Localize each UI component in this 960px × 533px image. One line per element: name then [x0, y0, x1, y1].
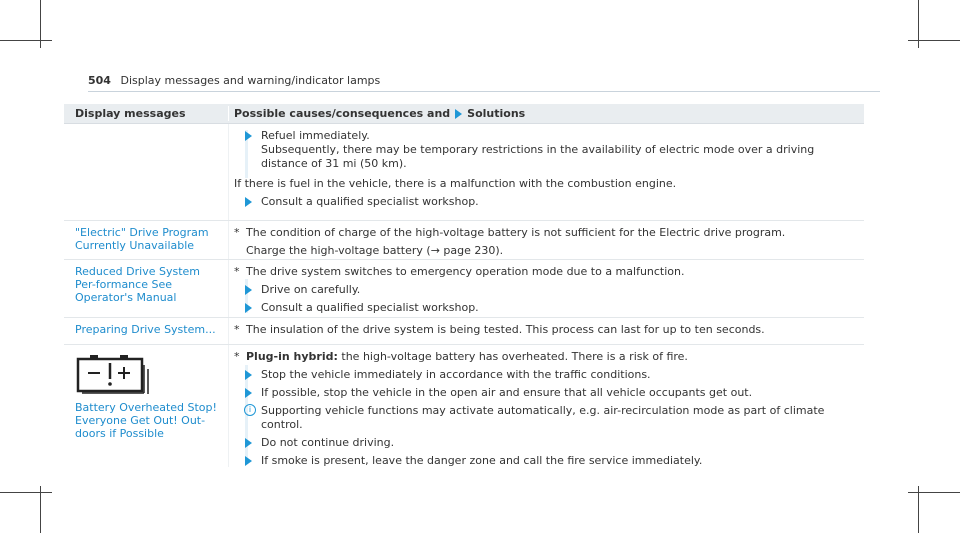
row-content [234, 265, 854, 319]
cause-text: The condition of charge of the high-voltage battery is not sufficient for the Electric drive program. [246, 226, 786, 239]
bullet-marker: * [234, 226, 240, 239]
step-text: Consult a qualified specialist workshop. [261, 301, 479, 314]
column-header-causes-text: Possible causes/consequences and [234, 107, 451, 120]
step-item [234, 283, 854, 297]
crop-mark [918, 486, 919, 533]
step-text: If possible, stop the vehicle in the open air and ensure that all vehicle occupants get out. [261, 386, 753, 399]
step-text: Stop the vehicle immediately in accordance with the traffic conditions. [261, 368, 651, 381]
step-item [234, 454, 854, 468]
triangle-right-icon [245, 370, 252, 380]
cause-item [234, 350, 854, 364]
row-separator [228, 221, 229, 259]
cause-continuation: Charge the high-voltage battery (→ page 230). [246, 244, 504, 257]
step-item [234, 129, 854, 171]
triangle-right-icon [245, 303, 252, 313]
cause-text: the high-voltage battery has overheated. There is a risk of fire. [341, 350, 688, 363]
display-message-label: Preparing Drive System... [75, 323, 216, 336]
page-header [88, 74, 380, 87]
row-content [234, 129, 854, 213]
crop-mark [908, 40, 960, 41]
header-separator [228, 106, 229, 121]
info-icon: i [244, 404, 256, 416]
column-header-solutions-text: Solutions [467, 107, 526, 120]
cause-text: The drive system switches to emergency operation mode due to a malfunction. [246, 265, 685, 278]
step-text: Do not continue driving. [261, 436, 395, 449]
row-separator [228, 345, 229, 467]
table-row [64, 124, 864, 221]
note-text: Supporting vehicle functions may activate automatically, e.g. air-recirculation mode as part of climate control. [261, 404, 825, 431]
bullet-marker: * [234, 323, 240, 336]
step-text: Consult a qualified specialist workshop. [261, 195, 479, 208]
step-item [234, 436, 854, 450]
crop-mark [0, 40, 52, 41]
battery-warning-icon [76, 353, 156, 395]
note-item [234, 404, 854, 432]
triangle-right-icon [455, 109, 462, 119]
triangle-right-icon [245, 131, 252, 141]
display-message-label: Battery Overheated Stop! Everyone Get Out! Out-doors if Possible [75, 401, 217, 440]
page-title: Display messages and warning/indicator lamps [120, 74, 381, 87]
bullet-marker: * [234, 350, 240, 363]
triangle-right-icon [245, 456, 252, 466]
triangle-right-icon [245, 388, 252, 398]
bullet-marker: * [234, 265, 240, 278]
cause-item [234, 265, 854, 279]
cause-label-bold: Plug-in hybrid: [246, 350, 338, 363]
page-number: 504 [88, 74, 111, 87]
row-separator [228, 260, 229, 317]
step-item [234, 301, 854, 315]
cause-item [234, 226, 854, 258]
messages-table [64, 104, 864, 467]
row-content [234, 226, 854, 262]
step-item [234, 195, 854, 209]
table-row [64, 260, 864, 318]
cause-item [234, 323, 854, 337]
row-separator [228, 124, 229, 220]
table-row [64, 318, 864, 345]
paragraph-text: If there is fuel in the vehicle, there is a malfunction with the combustion engine. [234, 177, 677, 190]
step-item [234, 386, 854, 400]
step-continuation: Subsequently, there may be temporary restrictions in the availability of electric mode over a driving distance of 31 mi (50 km). [261, 143, 815, 170]
table-row [64, 221, 864, 260]
table-header [64, 104, 864, 124]
display-message-label: Reduced Drive System Per-formance See Operator's Manual [75, 265, 201, 304]
column-header-causes [234, 107, 525, 120]
triangle-right-icon [245, 438, 252, 448]
step-item [234, 368, 854, 382]
triangle-right-icon [245, 285, 252, 295]
crop-mark [908, 492, 960, 493]
column-header-display-messages: Display messages [75, 107, 186, 120]
header-divider [88, 91, 880, 92]
step-text: If smoke is present, leave the danger zone and call the fire service immediately. [261, 454, 703, 467]
step-text: Refuel immediately. [261, 129, 370, 142]
crop-mark [0, 492, 52, 493]
step-text: Drive on carefully. [261, 283, 361, 296]
table-row [64, 345, 864, 467]
display-message-label: "Electric" Drive Program Currently Unavailable [75, 226, 209, 252]
row-separator [228, 318, 229, 344]
row-content [234, 350, 854, 472]
triangle-right-icon [245, 197, 252, 207]
crop-mark [40, 486, 41, 533]
row-content [234, 323, 854, 341]
cause-text: The insulation of the drive system is being tested. This process can last for up to ten seconds. [246, 323, 765, 336]
